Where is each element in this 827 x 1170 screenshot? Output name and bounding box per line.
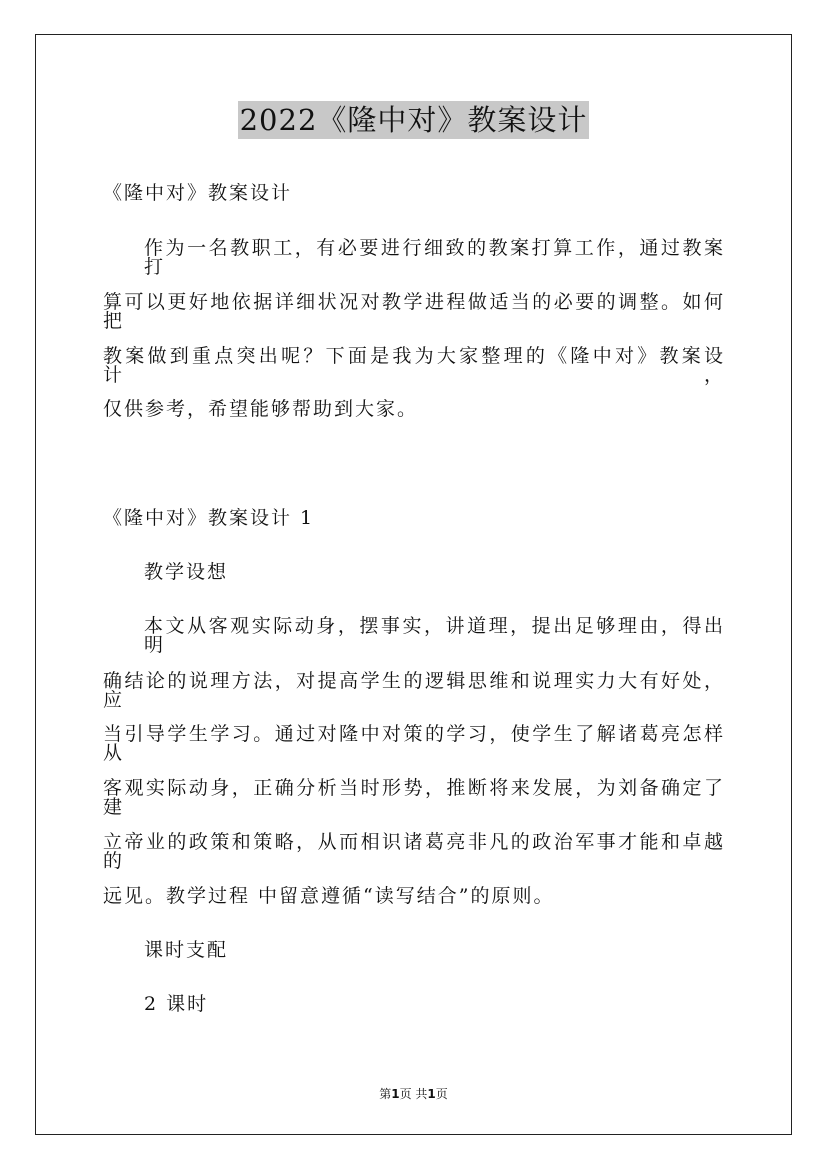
section-1-line-2: 确结论的说理方法，对提高学生的逻辑思维和说理实力大有好处，应	[103, 670, 725, 711]
heading-2: 《隆中对》教案设计 1	[103, 507, 315, 529]
heading-1: 《隆中对》教案设计	[103, 182, 293, 204]
footer-page-mid: 页 共	[399, 1087, 428, 1101]
footer-page-num: 1	[391, 1087, 400, 1101]
section-1-title: 教学设想	[144, 561, 229, 583]
intro-line-2: 算可以更好地依据详细状况对教学进程做适当的必要的调整。如何把	[103, 291, 725, 332]
intro-line-3: 教案做到重点突出呢？下面是我为大家整理的《隆中对》教案设计，	[103, 345, 725, 386]
document-title	[0, 98, 827, 139]
section-2-title: 课时支配	[144, 939, 229, 961]
footer-page-suffix: 页	[435, 1087, 448, 1101]
page-footer	[0, 1085, 827, 1102]
intro-line-4: 仅供参考，希望能够帮助到大家。	[103, 398, 419, 420]
footer-page-total: 1	[427, 1087, 436, 1101]
section-1-line-4: 客观实际动身，正确分析当时形势，推断将来发展，为刘备确定了建	[103, 777, 725, 818]
section-1-line-1: 本文从客观实际动身，摆事实，讲道理，提出足够理由，得出明	[144, 615, 725, 656]
section-1-line-5: 立帝业的政策和策略，从而相识诸葛亮非凡的政治军事才能和卓越的	[103, 831, 725, 872]
section-1-line-3: 当引导学生学习。通过对隆中对策的学习，使学生了解诸葛亮怎样从	[103, 723, 725, 764]
section-1-line-6: 远见。教学过程 中留意遵循“读写结合”的原则。	[103, 885, 555, 907]
section-2-body: 2 课时	[144, 993, 209, 1015]
intro-line-1: 作为一名教职工，有必要进行细致的教案打算工作，通过教案打	[144, 237, 725, 278]
footer-page-prefix: 第	[379, 1087, 392, 1101]
document-title-text: 2022《隆中对》教案设计	[239, 103, 588, 137]
